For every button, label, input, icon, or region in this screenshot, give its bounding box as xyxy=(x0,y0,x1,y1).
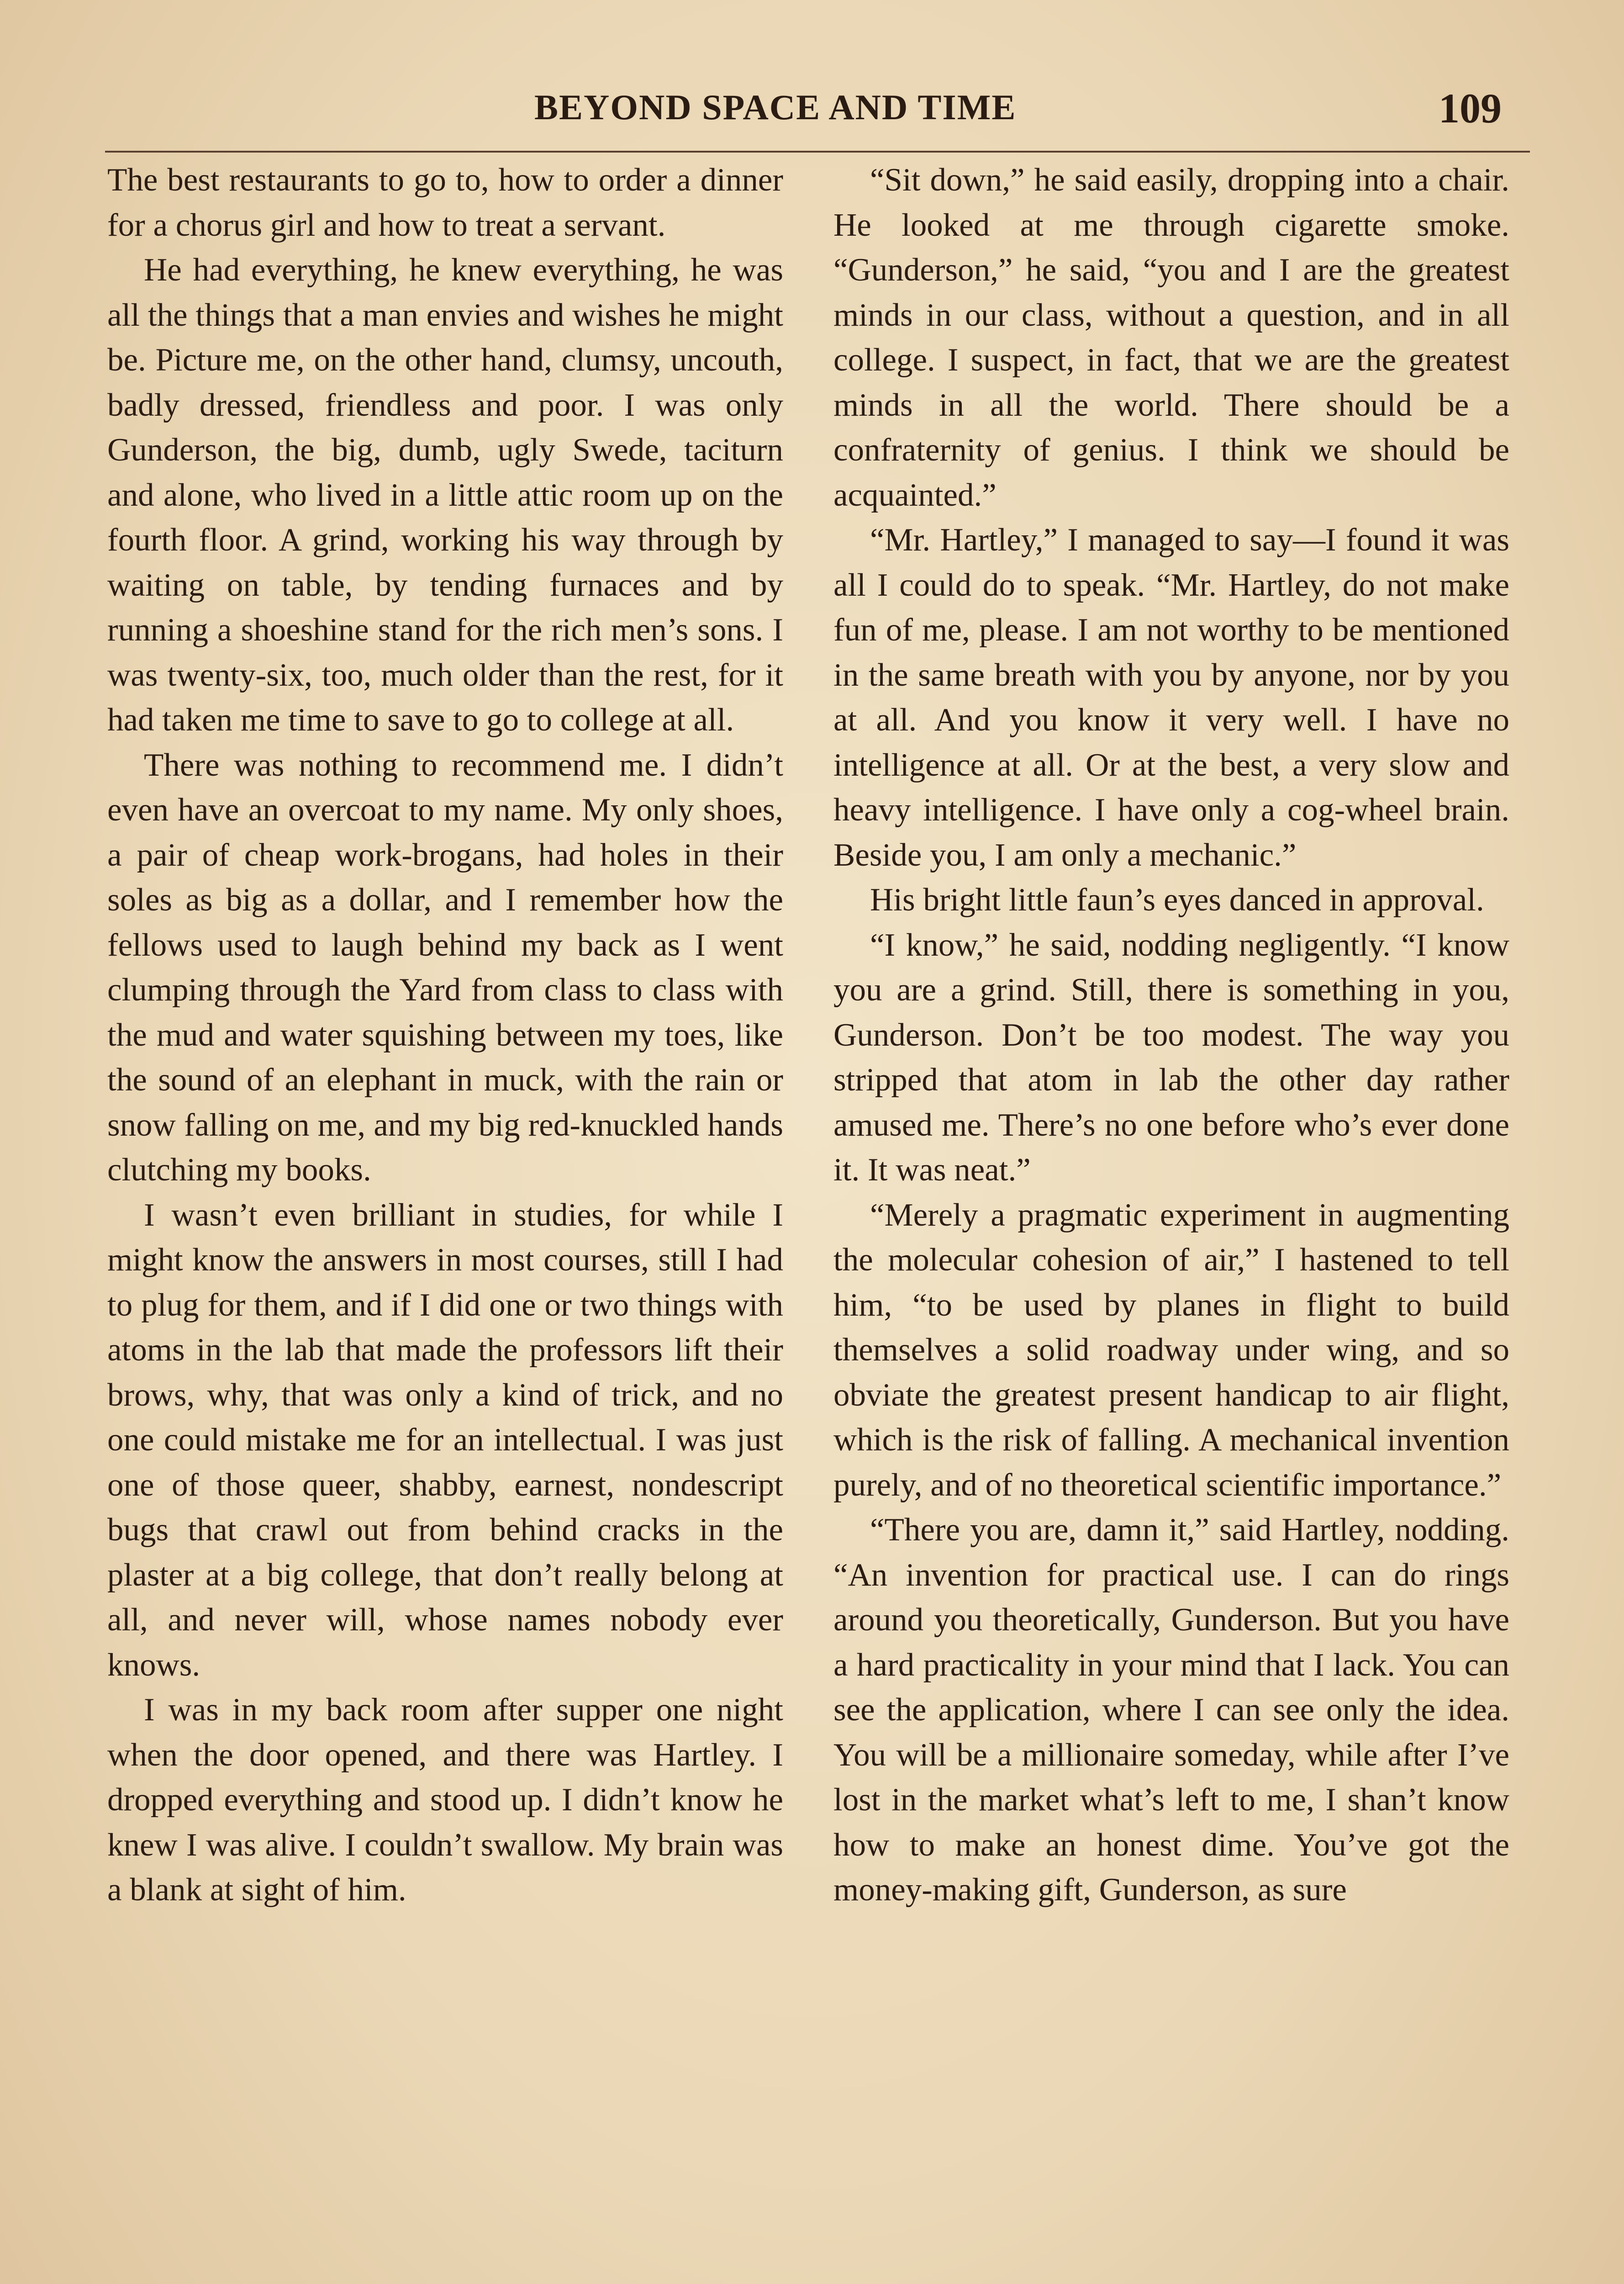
paragraph: “I know,” he said, nodding negligently. “I know you are a grind. Still, there is something in you, Gunderson. Don’t be too modest. The way you stripped that atom in lab the other day rather amused me. There’s no one before who’s ever done it. It was neat.” xyxy=(833,927,1509,1188)
paragraph: “There you are, damn it,” said Hartley, nodding. “An invention for practical use. I can do rings around you theoretically, Gunderson. But you have a hard practicality in your mind that I lack. You can see the application, where I can see only the idea. You will be a millionaire someday, while after I’ve lost in the market what’s left to me, I shan’t know how to make an honest dime. You’ve got the money-making gift, Gunderson, as sure xyxy=(833,1512,1509,1908)
paragraph: “Mr. Hartley,” I managed to say—I found it was all I could do to speak. “Mr. Hartley, do not make fun of me, please. I am not worthy to be mentioned in the same breath with you by anyone, nor by you at all. And you know it very well. I have no intelligence at all. Or at the best, a very slow and heavy intelligence. I have only a cog-wheel brain. Beside you, I am only a mechanic.” xyxy=(833,522,1509,873)
header-rule xyxy=(105,151,1530,153)
paragraph: His bright little faun’s eyes danced in approval. xyxy=(870,882,1484,918)
left-column xyxy=(107,158,783,1913)
paragraph: “Merely a pragmatic experiment in augmenting the molecular cohesion of air,” I hastened to tell him, “to be used by planes in flight to build themselves a solid roadway under wing, and so obviate the greatest present handicap to air flight, which is the risk of falling. A mechanical invention purely, and of no theoretical scientific importance.” xyxy=(833,1197,1509,1503)
running-header xyxy=(0,78,1624,137)
paragraph: There was nothing to recommend me. I didn’t even have an overcoat to my name. My only shoes, a pair of cheap work-brogans, had holes in their soles as big as a dollar, and I remember how the fellows used to laugh behind my back as I went clumping through the Yard from class to class with the mud and water squishing between my toes, like the sound of an elephant in muck, with the rain or snow falling on me, and my big red-knuckled hands clutching my books. xyxy=(107,747,783,1188)
paragraph: I wasn’t even brilliant in studies, for while I might know the answers in most courses, still I had to plug for them, and if I did one or two things with atoms in the lab that made the professors lift their brows, why, that was only a kind of trick, and no one could mistake me for an intellectual. I was just one of those queer, shabby, earnest, nondescript bugs that crawl out from behind cracks in the plaster at a big college, that don’t really belong at all, and never will, whose names nobody ever knows. xyxy=(107,1197,783,1683)
paragraph: “Sit down,” he said easily, dropping into a chair. He looked at me through cigarette smoke. “Gunderson,” he said, “you and I are the greatest minds in our class, without a question, and in all college. I suspect, in fact, that we are the greatest minds in all the world. There should be a confraternity of genius. I think we should be acquainted.” xyxy=(833,162,1509,513)
paragraph: The best restaurants to go to, how to order a dinner for a chorus girl and how to treat a servant. xyxy=(107,162,783,243)
paragraph: He had everything, he knew everything, he was all the things that a man envies and wishes he might be. Picture me, on the other hand, clumsy, uncouth, badly dressed, friendless and poor. I was only Gunderson, the big, dumb, ugly Swede, taciturn and alone, who lived in a little attic room up on the fourth floor. A grind, working his way through by waiting on table, by tending furnaces and by running a shoeshine stand for the rich men’s sons. I was twenty-six, too, much older than the rest, for it had taken me time to save to go to college at all. xyxy=(107,252,783,738)
right-column xyxy=(833,158,1509,1913)
page-number: 109 xyxy=(1439,85,1502,132)
running-title: BEYOND SPACE AND TIME xyxy=(534,87,1017,127)
paragraph: I was in my back room after supper one night when the door opened, and there was Hartley. I dropped everything and stood up. I didn’t know he knew I was alive. I couldn’t swallow. My brain was a blank at sight of him. xyxy=(107,1692,783,1908)
